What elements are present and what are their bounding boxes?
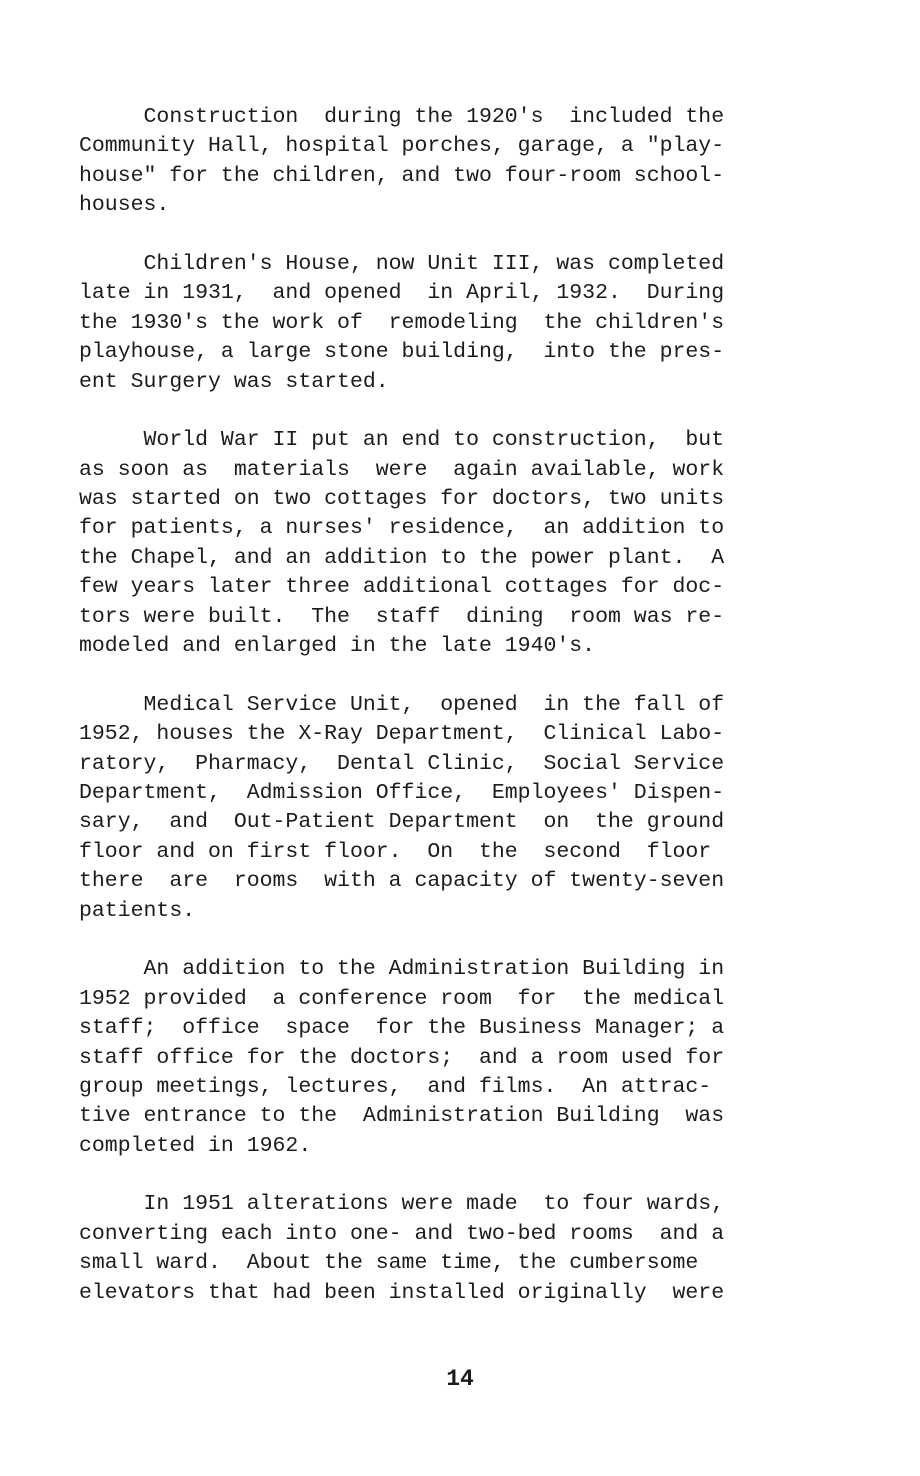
text-line: there are rooms with a capacity of twenty-seven	[79, 869, 725, 894]
text-line: small ward. About the same time, the cumbersome	[79, 1251, 699, 1276]
paragraph-world-war-ii	[79, 426, 801, 661]
paragraph-medical-service-unit	[79, 691, 801, 926]
page-number: 14	[446, 1366, 474, 1392]
text-line: 1952 provided a conference room for the medical	[79, 986, 725, 1011]
text-line: staff office for the doctors; and a room used for	[79, 1045, 725, 1070]
text-line: Construction during the 1920's included the	[79, 105, 725, 129]
text-line: elevators that had been installed originally were	[79, 1280, 725, 1305]
paragraph-childrens-house	[79, 250, 801, 397]
text-line: tive entrance to the Administration Building was	[79, 1104, 725, 1129]
text-line: the Chapel, and an addition to the power plant. A	[79, 545, 725, 570]
text-line: as soon as materials were again available, work	[79, 457, 725, 482]
text-line: playhouse, a large stone building, into the pres-	[79, 340, 725, 365]
text-line: An addition to the Administration Building in	[79, 957, 725, 982]
text-line: Medical Service Unit, opened in the fall of	[79, 692, 725, 717]
paragraph-construction-1920s	[79, 103, 801, 221]
text-line: patients.	[79, 898, 196, 923]
text-line: Community Hall, hospital porches, garage, a "play-	[79, 134, 725, 159]
text-line: sary, and Out-Patient Department on the ground	[79, 810, 725, 835]
paragraph-administration-building	[79, 955, 801, 1161]
text-line: late in 1931, and opened in April, 1932. During	[79, 281, 725, 306]
text-line: few years later three additional cottages for doc-	[79, 575, 725, 600]
paragraph-ward-alterations	[79, 1190, 801, 1308]
text-line: tors were built. The staff dining room was re-	[79, 604, 725, 629]
text-line: houses.	[79, 193, 170, 218]
text-line: modeled and enlarged in the late 1940's.	[79, 634, 596, 659]
text-line: converting each into one- and two-bed rooms and a	[79, 1221, 725, 1246]
text-line: In 1951 alterations were made to four wards,	[79, 1192, 725, 1217]
text-line: Children's House, now Unit III, was completed	[79, 251, 725, 276]
text-line: was started on two cottages for doctors, two units	[79, 487, 725, 512]
text-line: floor and on first floor. On the second floor	[79, 839, 712, 864]
text-line: ent Surgery was started.	[79, 369, 389, 394]
text-line: ratory, Pharmacy, Dental Clinic, Social Service	[79, 751, 725, 776]
text-line: staff; office space for the Business Manager; a	[79, 1016, 725, 1041]
body-text	[79, 103, 801, 1337]
text-line: completed in 1962.	[79, 1133, 312, 1158]
text-line: 1952, houses the X-Ray Department, Clinical Labo-	[79, 722, 725, 747]
text-line: for patients, a nurses' residence, an addition to	[79, 516, 725, 541]
text-line: World War II put an end to construction, but	[79, 428, 725, 453]
text-line: house" for the children, and two four-room school-	[79, 163, 725, 188]
text-line: Department, Admission Office, Employees' Dispen-	[79, 780, 725, 805]
text-line: the 1930's the work of remodeling the children's	[79, 310, 725, 335]
text-line: group meetings, lectures, and films. An attrac-	[79, 1074, 712, 1099]
